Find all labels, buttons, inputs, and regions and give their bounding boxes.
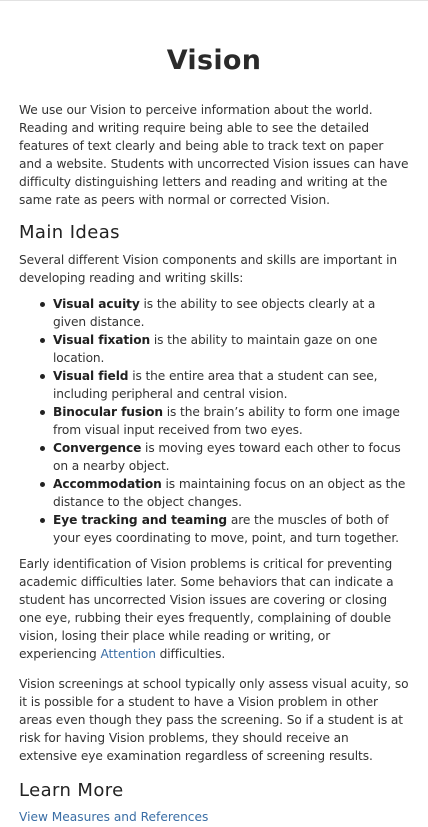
article-content bbox=[0, 45, 428, 826]
list-item-term: Visual field bbox=[53, 369, 129, 383]
list-item-term: Accommodation bbox=[53, 477, 162, 491]
main-ideas-list bbox=[19, 295, 409, 547]
early-identification-text: Early identification of Vision problems is critical for preventing academic difficulties later. Some behaviors that can indicate a student has uncorrected Vision issues are covering or closing one eye, rubbing their eyes frequently, complaining of double vision, losing their place while reading or writing, or experiencing bbox=[19, 557, 394, 661]
list-item-term: Eye tracking and teaming bbox=[53, 513, 228, 527]
list-item bbox=[53, 331, 409, 367]
list-item-text: is the entire area that a student can see, including peripheral and central vision. bbox=[53, 369, 378, 401]
bullet-icon bbox=[40, 338, 45, 343]
list-item-text: is maintaining focus on an object as the distance to the object changes. bbox=[53, 477, 406, 509]
list-item-text: are the muscles of both of your eyes coordinating to move, point, and turn together. bbox=[53, 513, 399, 545]
list-item bbox=[53, 403, 409, 439]
view-measures-link[interactable]: View Measures and References bbox=[19, 810, 209, 824]
list-item-term: Binocular fusion bbox=[53, 405, 163, 419]
list-item-term: Visual acuity bbox=[53, 297, 140, 311]
list-item-text: is the ability to maintain gaze on one location. bbox=[53, 333, 378, 365]
list-item-text: is the brain’s ability to form one image from visual input received from two eyes. bbox=[53, 405, 400, 437]
bullet-icon bbox=[40, 374, 45, 379]
intro-paragraph: We use our Vision to perceive information about the world. Reading and writing require being able to see the detailed features of text clearly and being able to track text on paper and a website. Students with uncorrected Vision issues can have difficulty distinguishing letters and reading and writing at the same rate as peers with normal or corrected Vision. bbox=[19, 103, 409, 207]
main-ideas-heading: Main Ideas bbox=[19, 222, 120, 243]
top-divider bbox=[0, 0, 428, 1]
early-identification-paragraph bbox=[19, 555, 409, 663]
list-item bbox=[53, 295, 409, 331]
list-item-term: Visual fixation bbox=[53, 333, 151, 347]
list-item-text: is the ability to see objects clearly at a given distance. bbox=[53, 297, 376, 329]
page-title: Vision bbox=[166, 45, 262, 76]
bullet-icon bbox=[40, 302, 45, 307]
list-item-text: is moving eyes toward each other to focus on a nearby object. bbox=[53, 441, 401, 473]
screening-paragraph: Vision screenings at school typically only assess visual acuity, so it is possible for a student to have a Vision problem in other areas even though they pass the screening. So if a student is at risk for having Vision problems, they should receive an extensive eye examination regardless of screening results. bbox=[19, 677, 409, 763]
learn-more-heading: Learn More bbox=[19, 780, 124, 801]
list-item bbox=[53, 367, 409, 403]
list-item-term: Convergence bbox=[53, 441, 142, 455]
attention-link[interactable]: Attention bbox=[100, 647, 156, 661]
main-ideas-lead: Several different Vision components and skills are important in developing reading and writing skills: bbox=[19, 253, 397, 285]
bullet-icon bbox=[40, 482, 45, 487]
list-item bbox=[53, 511, 409, 547]
list-item bbox=[53, 475, 409, 511]
bullet-icon bbox=[40, 518, 45, 523]
bullet-icon bbox=[40, 410, 45, 415]
list-item bbox=[53, 439, 409, 475]
early-identification-tail: difficulties. bbox=[155, 647, 226, 661]
bullet-icon bbox=[40, 446, 45, 451]
